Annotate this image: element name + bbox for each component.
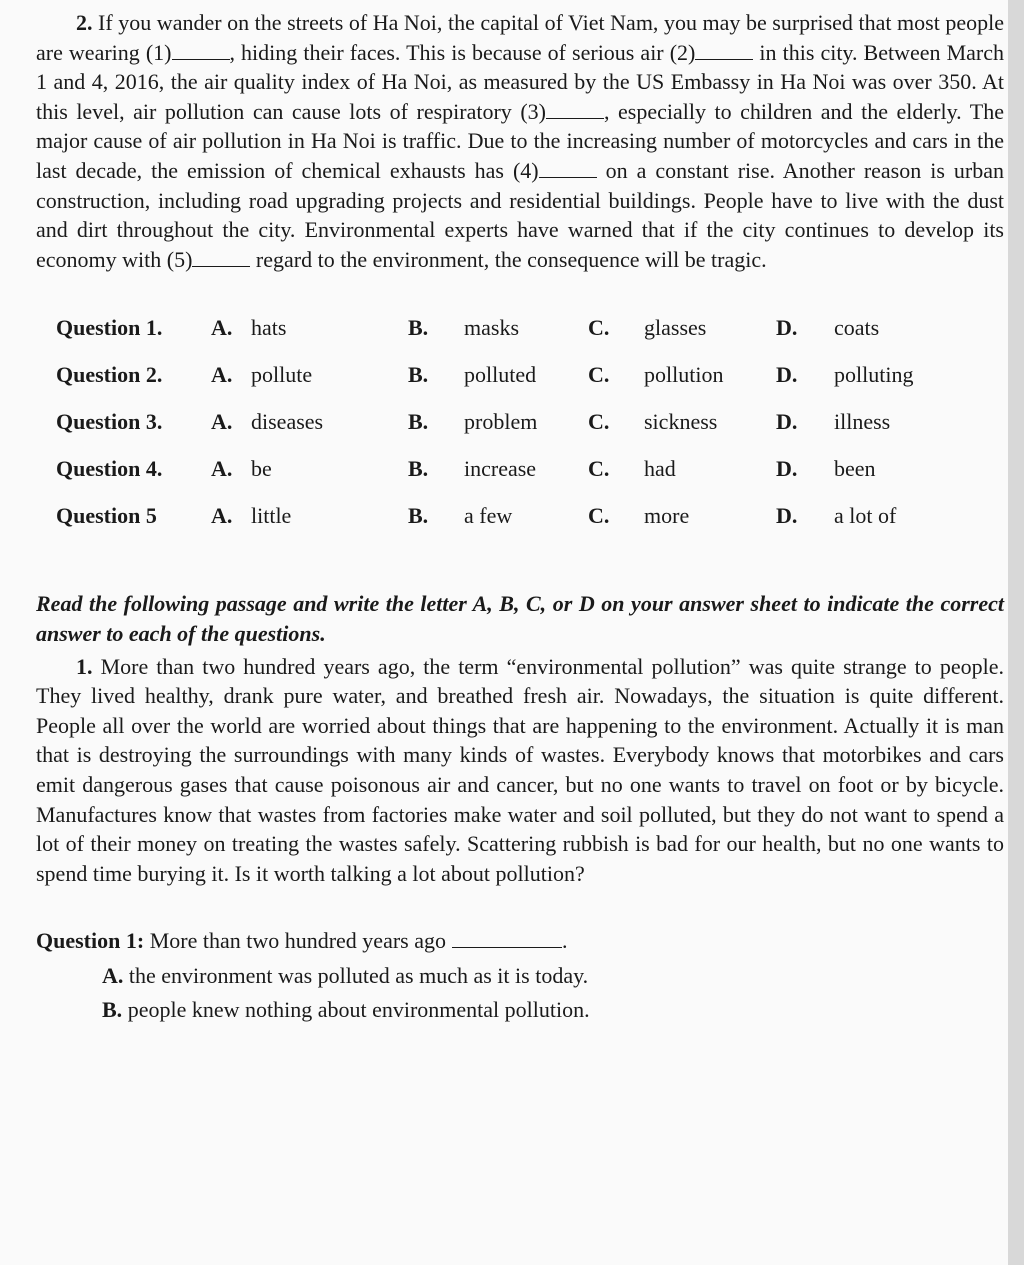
question-label: Question 3. <box>56 409 163 435</box>
option-text: masks <box>464 315 519 341</box>
option-letter: B. <box>408 409 429 435</box>
answer-blank[interactable] <box>452 927 562 948</box>
option-text: polluted <box>464 362 537 388</box>
option-b[interactable] <box>408 501 588 531</box>
option-c[interactable] <box>588 454 776 484</box>
passage-text-part: , hiding their faces. This is because of serious air (2) <box>229 39 696 65</box>
option-letter: C. <box>588 362 610 388</box>
passage-text-part: regard to the environment, the consequence will be tragic. <box>250 246 767 272</box>
option-letter: A. <box>211 409 233 435</box>
option-letter: D. <box>776 456 798 482</box>
option-text: increase <box>464 456 537 482</box>
option-letter: A. <box>211 456 233 482</box>
option-letter: D. <box>776 503 798 529</box>
option-letter: C. <box>588 409 610 435</box>
option-text: pollute <box>251 362 313 388</box>
question-row <box>56 492 1004 539</box>
option-letter: C. <box>588 456 610 482</box>
option-text: problem <box>464 409 538 435</box>
option-text: more <box>644 503 690 529</box>
option-text: glasses <box>644 315 707 341</box>
option-text: illness <box>834 409 891 435</box>
option-b[interactable] <box>408 454 588 484</box>
option-text: been <box>834 456 876 482</box>
option-b[interactable] <box>408 313 588 343</box>
option-text: people knew nothing about environmental pollution. <box>122 997 590 1023</box>
option-text: sickness <box>644 409 718 435</box>
option-a[interactable] <box>211 501 408 531</box>
option-letter: B. <box>102 997 123 1023</box>
passage-number: 1. <box>76 653 93 679</box>
question-row <box>56 351 1004 398</box>
option-text: little <box>251 503 292 529</box>
option-a[interactable] <box>211 313 408 343</box>
question-label: Question 5 <box>56 503 157 529</box>
cloze-passage <box>36 8 1004 274</box>
question-row <box>56 304 1004 351</box>
option-b[interactable] <box>408 360 588 390</box>
option-letter: D. <box>776 409 798 435</box>
passage-text-part: , especially to children and the elderly. The major cause of air pollution in Ha Noi is traffic. Due to the increasing number of motorcycles and cars in the last decade, the emission of chemical exhausts has (4) <box>36 98 1004 183</box>
option-letter: B. <box>408 315 429 341</box>
option-letter: A. <box>102 962 124 988</box>
option-d[interactable] <box>776 407 890 437</box>
passage-text-part: on a constant rise. Another reason is urban construction, including road upgrading projects and residential buildings. People have to live with the dust and dirt throughout the city. Environmental experts have warned that if the city continues to develop its economy with (5) <box>36 157 1004 272</box>
blank-2[interactable] <box>695 39 753 60</box>
answer-option-b[interactable] <box>36 995 1004 1025</box>
question-label: Question 4. <box>56 456 163 482</box>
option-text: diseases <box>251 409 324 435</box>
option-text: be <box>251 456 272 482</box>
passage-text: More than two hundred years ago, the term “environmental pollution” was quite strange to people. They lived healthy, drank pure water, and breathed fresh air. Nowadays, the situation is quite different. People all over the world are worried about things that are happening to the environment. Actually it is man that is destroying the surroundings with many kinds of wastes. Everybody knows that motorbikes and cars emit dangerous gases that cause poisonous air and cancer, but no one wants to travel on foot or by bicycle. Manufactures know that wastes from factories make water and soil polluted, but they do not want to spend a lot of their money on treating the wastes safely. Scattering rubbish is bad for our health, but no one wants to spend time burying it. Is it worth talking a lot about pollution? <box>36 653 1004 886</box>
answer-option-a[interactable] <box>36 961 1004 991</box>
option-letter: D. <box>776 315 798 341</box>
option-d[interactable] <box>776 360 913 390</box>
question-row <box>56 398 1004 445</box>
blank-4[interactable] <box>539 157 597 178</box>
passage-text-part: If you wander on the streets of Ha Noi, the capital of Viet Nam, you may be surprised that most people are wearing (1) <box>36 10 1004 65</box>
question-1 <box>36 926 1004 956</box>
option-text: a few <box>464 503 513 529</box>
option-letter: A. <box>211 315 233 341</box>
option-text: the environment was polluted as much as it is today. <box>123 962 589 988</box>
question-end: . <box>562 928 568 954</box>
reading-passage <box>36 652 1004 889</box>
option-letter: B. <box>408 362 429 388</box>
blank-3[interactable] <box>546 98 604 119</box>
question-label: Question 1: <box>36 928 145 954</box>
option-b[interactable] <box>408 407 588 437</box>
option-c[interactable] <box>588 313 776 343</box>
passage-text-part: in this city. Between March 1 and 4, 2016, the air quality index of Ha Noi, as measured by the US Embassy in Ha Noi was over 350. At this level, air pollution can cause lots of respiratory (3) <box>36 39 1005 124</box>
option-letter: A. <box>211 362 233 388</box>
question-stem: More than two hundred years ago <box>144 928 446 954</box>
instruction-text: Read the following passage and write the letter A, B, C, or D on your answer sheet to indicate the correct answer to each of the questions. <box>36 591 1004 646</box>
option-text: a lot of <box>834 503 897 529</box>
option-text: had <box>644 456 676 482</box>
question-row <box>56 445 1004 492</box>
option-letter: C. <box>588 315 610 341</box>
option-letter: A. <box>211 503 233 529</box>
option-text: coats <box>834 315 880 341</box>
option-text: polluting <box>834 362 914 388</box>
passage-number: 2. <box>76 10 93 35</box>
option-letter: B. <box>408 456 429 482</box>
option-a[interactable] <box>211 454 408 484</box>
option-c[interactable] <box>588 501 776 531</box>
question-label: Question 1. <box>56 315 163 341</box>
option-c[interactable] <box>588 360 776 390</box>
option-text: hats <box>251 315 287 341</box>
option-d[interactable] <box>776 454 876 484</box>
question-label: Question 2. <box>56 362 163 388</box>
blank-5[interactable] <box>192 246 250 267</box>
question-table <box>56 304 1004 539</box>
option-d[interactable] <box>776 313 879 343</box>
option-c[interactable] <box>588 407 776 437</box>
option-a[interactable] <box>211 360 408 390</box>
option-letter: D. <box>776 362 798 388</box>
option-letter: C. <box>588 503 610 529</box>
blank-1[interactable] <box>172 39 230 60</box>
option-a[interactable] <box>211 407 408 437</box>
option-letter: B. <box>408 503 429 529</box>
option-d[interactable] <box>776 501 896 531</box>
option-text: pollution <box>644 362 724 388</box>
